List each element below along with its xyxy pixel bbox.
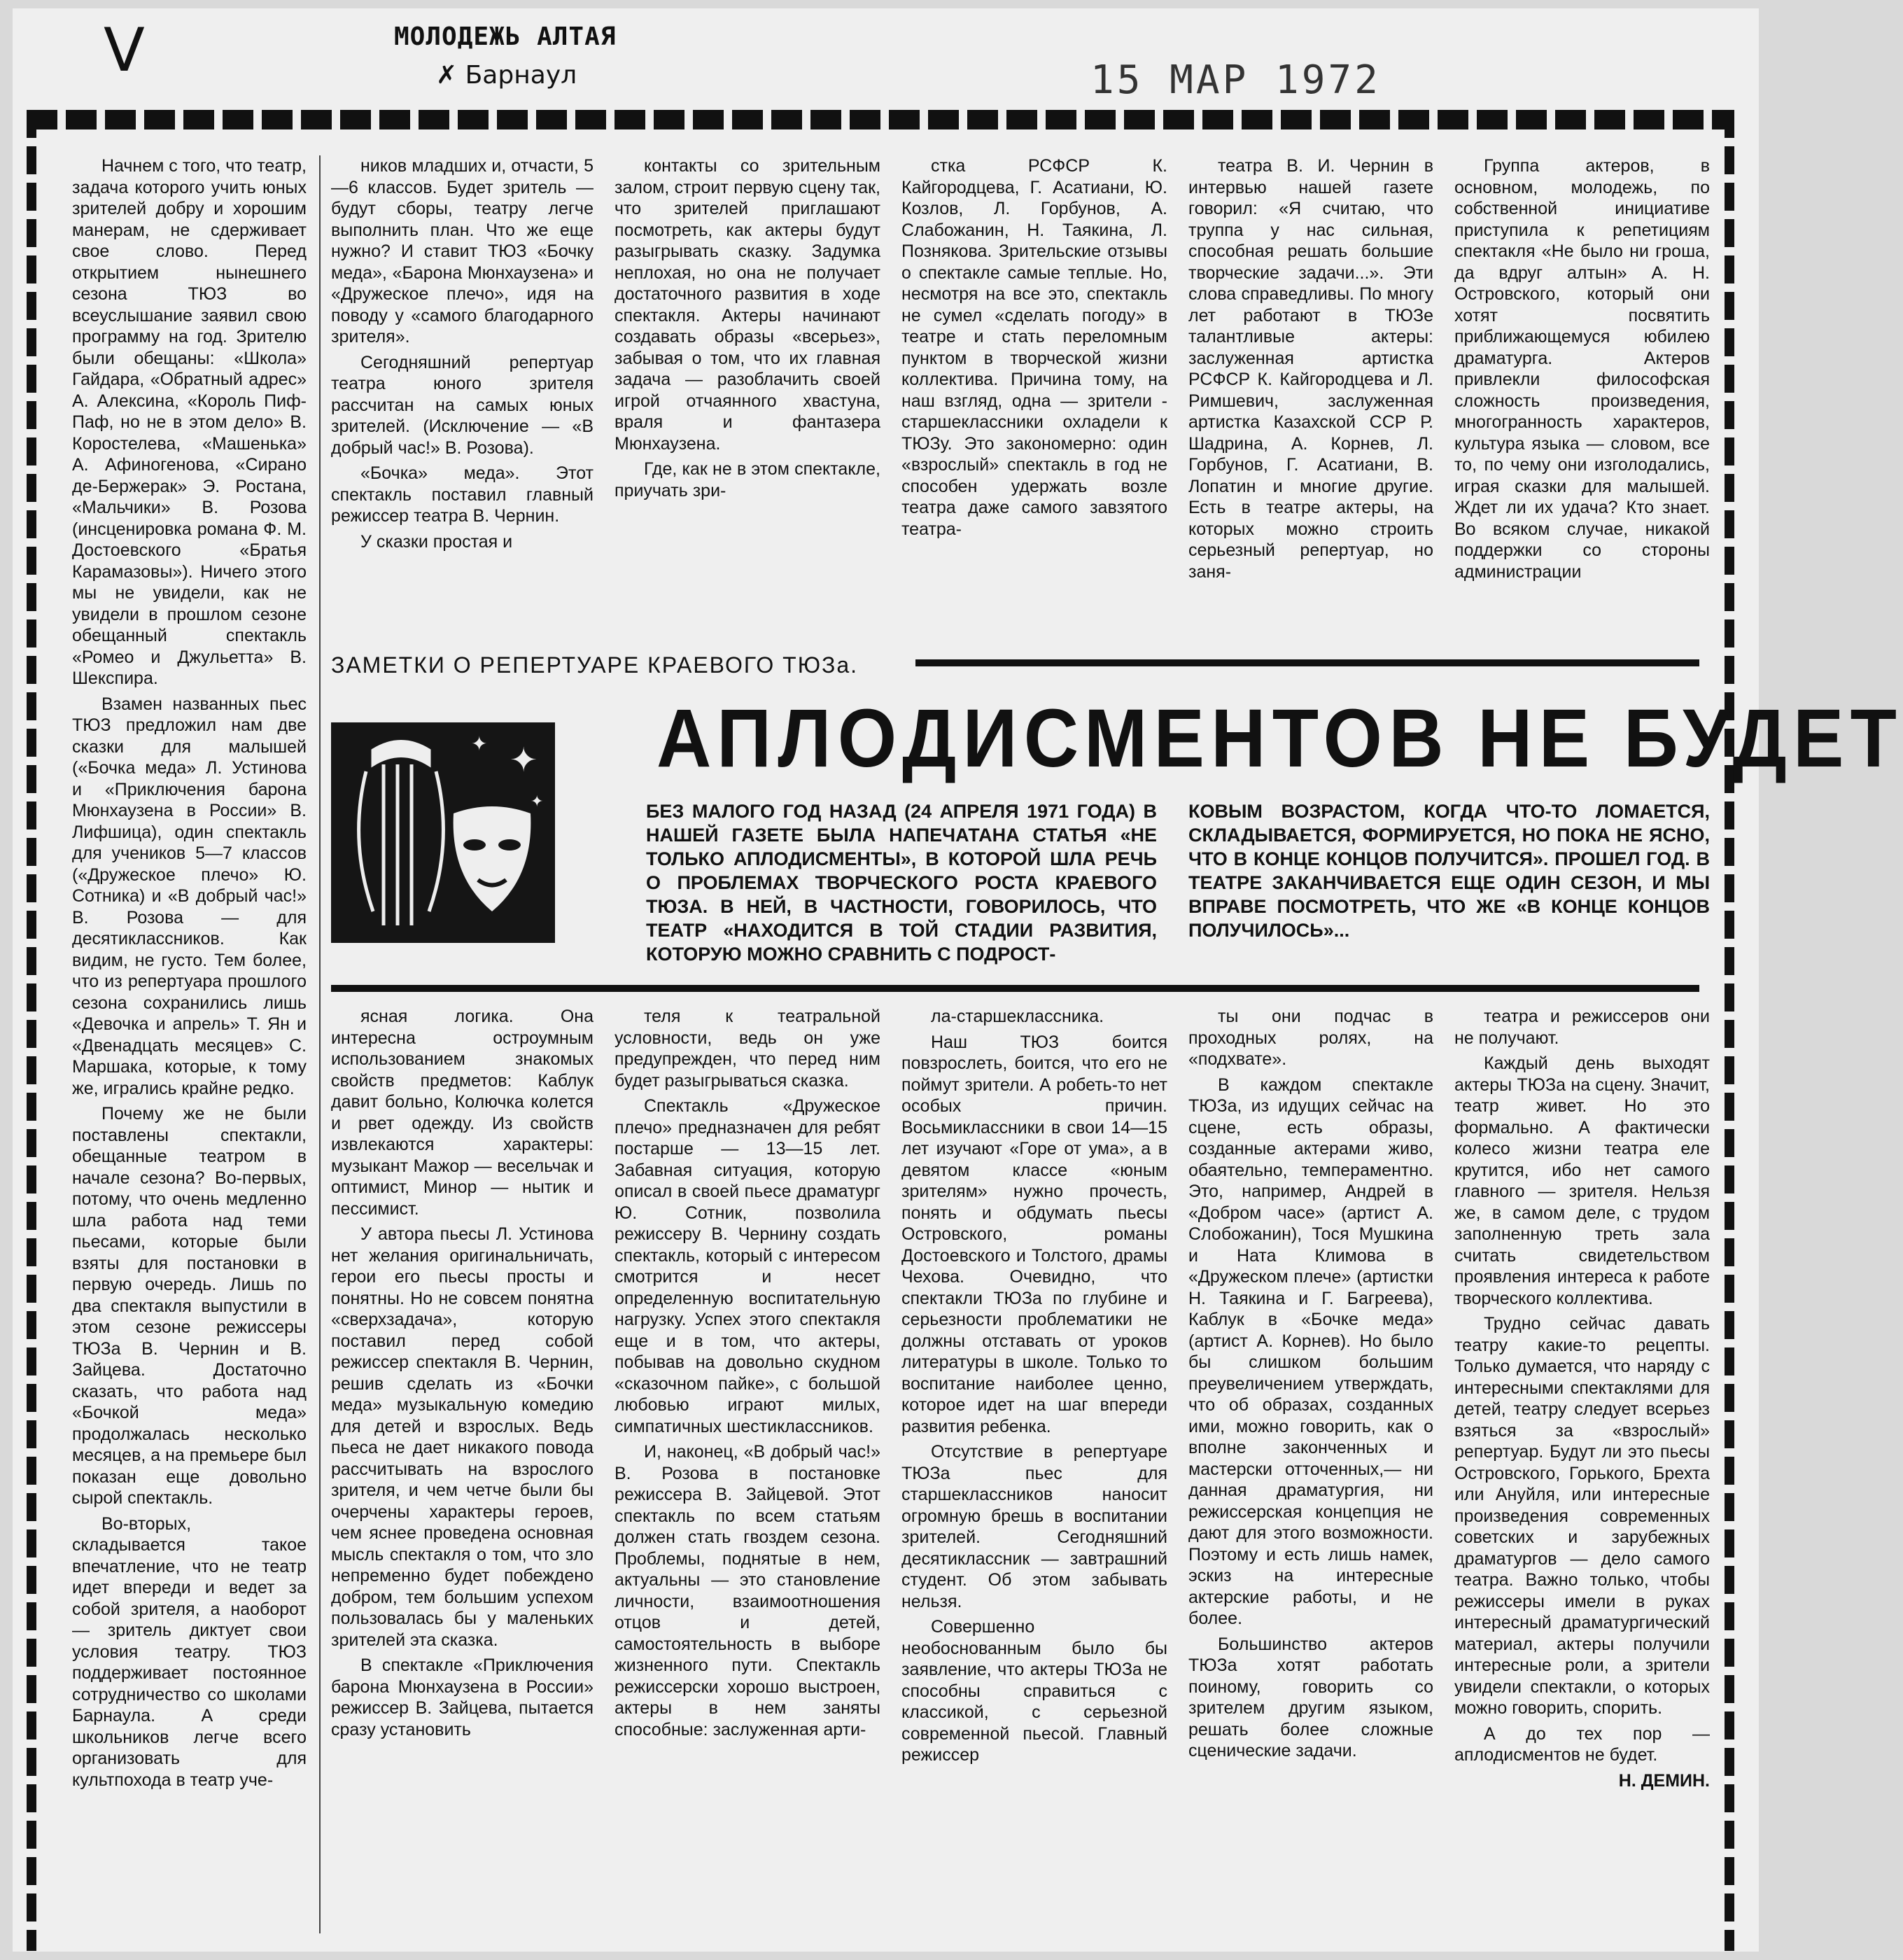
column-8 — [615, 1006, 880, 1933]
paragraph: теля к театральной условности, ведь он уже предупрежден, что перед ним будет разыгрываться сказка. — [615, 1007, 880, 1091]
paragraph: Отсутствие в репертуаре ТЮЗа пьес для старшеклассников наносит огромную брешь в воспитании зрителей. Сегодняшний десятиклассник — завтрашний студент. Об этом забывать нельзя. — [901, 1442, 1167, 1611]
dashed-frame-left — [27, 110, 36, 1951]
dashed-frame-top — [27, 110, 1734, 130]
lead-bottom-rule — [331, 985, 1699, 992]
paragraph: И, наконец, «В добрый час!» В. Розова в постановке режиссера В. Зайцевой. Этот спектакль по всем статьям должен стать гвоздем сезона. Проблемы, поднятые в нем, актуальны — это становление личности, взаимоотношения отцов и детей, самостоятельность в выборе жизненного пути. Спектакль режиссерски хорошо выстроен, актеры в нем заняты способные: заслуженная арти- — [615, 1442, 880, 1740]
paragraph: стка РСФСР К. Кайгородцева, Г. Асатиани, Ю. Козлов, Л. Горбунов, А. Слабожанин, Н. Таякина, Л. Познякова. Зрительские отзывы о спектакле самые теплые. Но, несмотря на все это, спектакль не сумел «сделать погоду» в театре и стать переломным пунктом в творческой жизни коллектива. Причина тому, на наш взгляд, одна — зрители - старшеклассники охладели к ТЮЗу. Это закономерно: один «взрослый» спектакль в год не способен удержать возле театра даже самого завзятого театра- — [901, 156, 1167, 539]
paragraph: ты они подчас в проходных ролях, на «подхвате». — [1188, 1007, 1433, 1069]
paragraph: ясная логика. Она интересна остроумным использованием знакомых свойств предметов: Каблук давит больно, Колючка колется и рвет одежду. Из свойств извлекаются характеры: музыкант Мажор — весельчак и оптимист, Минор — нытик и пессимист. — [331, 1007, 594, 1219]
paragraph: Группа актеров, в основном, молодежь, по собственной инициативе приступила к репетициям спектакля «Не было ни гроша, да вдруг алтын» А. Н. Островского, который они хотят посвятить приближающемуся юбилею драматурга. Актеров привлекли философская сложность произведения, многогранность характеров, культура языка — словом, все то, по чему они изголодались, играя сказки для малышей. Ждет ли их удача? Кто знает. Во всяком случае, никакой поддержки со стороны администрации — [1454, 156, 1710, 582]
paragraph: контакты со зрительным залом, строит первую сцену так, что зрителей приглашают посмотреть, как актеры будут разыгрывать сказку. Задумка неплохая, но она не получает достаточного развития в ходе спектакля. Актеры начинают создавать образы «всерьез», забывая о том, что их главная задача — разоблачить своей игрой отчаянного хвастуна, враля и фантазера Мюнхаузена. — [615, 156, 880, 454]
column-9 — [901, 1006, 1167, 1933]
paragraph: У сказки простая и — [360, 531, 513, 552]
city-line: ✗ Барнаул — [436, 61, 577, 90]
paragraph: Взамен названных пьес ТЮЗ предложил нам две сказки для малышей («Бочка меда» Л. Устинова и «Приключения барона Мюнхаузена в России» В. Лифшица), один спектакль для учеников 5—7 классов («Дружеское плечо» Ю. Сотника) и «В добрый час!» В. Розова — для десятиклассников. Как видим, не густо. Тем более, что из репертуара прошлого сезона сохранились лишь «Девочка и апрель» Т. Ян и «Двенадцать месяцев» С. Маршака, которые, к тому же, игрались крайне редко. — [72, 694, 307, 1098]
dashed-frame-right — [1725, 110, 1734, 1951]
paragraph: А до тех пор — аплодисментов не будет. — [1454, 1723, 1710, 1765]
column-4 — [901, 155, 1167, 631]
heading-rule — [915, 659, 1699, 666]
paragraph: «Бочка» меда». Этот спектакль поставил главный режиссер театра В. Чернин. — [331, 463, 594, 526]
paragraph: ла-старшеклассника. — [931, 1007, 1104, 1026]
column-divider — [319, 155, 321, 1933]
column-10 — [1188, 1006, 1433, 1933]
paragraph: Сегодняшний репертуар театра юного зрителя рассчитан на самых юных зрителей. (Исключение — «В добрый час!» В. Розова). — [331, 352, 594, 458]
date-stamp: 15 МАР 1972 — [1090, 57, 1381, 103]
rubric: ЗАМЕТКИ О РЕПЕРТУАРЕ КРАЕВОГО ТЮЗа. — [331, 652, 859, 678]
paragraph: Во-вторых, складывается такое впечатление, что не театр идет впереди и ведет за собой зрителя, а наоборот — зритель диктует свои условия театру. ТЮЗ поддерживает постоянное сотрудничество со школами Барнаула. А среди школьников легче всего организовать для культпохода в театр уче- — [72, 1513, 307, 1790]
paragraph: Наш ТЮЗ боится повзрослеть, боится, что его не поймут зрители. А робеть-то нет особых причин. Восьмиклассники в свои 14—15 лет изучают «Горе от ума», а в девятом классе «юным зрителям» нужно прочесть, понять и обдумать пьесы Островского, романы Достоевского и Толстого, драмы Чехова. Очевидно, что спектакли ТЮЗа по глубине и серьезности проблематики не должны отставать от уроков литературы в школе. Только то воспитание наиболее ценно, которое идет на шаг впереди развития ребенка. — [901, 1032, 1167, 1436]
column-3 — [615, 155, 880, 631]
paragraph: Трудно сейчас давать театру какие-то рецепты. Только думается, что наряду с интересными спектаклями для детей, театру следует всерьез взяться за «взрослый» репертуар. Будут ли это пьесы Островского, Горького, Брехта или Ануйля, или интересные произведения современных советских и зарубежных драматургов — дело самого театра. Важно только, чтобы режиссеры имели в руках интересный драматургический материал, актеры получили интересные роли, а зрители увидели спектакли, о которых можно говорить, спорить. — [1454, 1314, 1710, 1718]
paragraph: Спектакль «Дружеское плечо» предназначен для ребят постарше — 13—15 лет. Забавная ситуация, которую описал в своей пьесе драматург Ю. Сотник, позволила режиссеру В. Чернину создать спектакль, который с интересом смотрится и несет определенную воспитательную нагрузку. Успех этого спектакля еще и в том, что актеры, побывав на довольно скудном «сказочном пайке», с большой любовью играют милых, симпатичных шестиклассников. — [615, 1096, 880, 1436]
publication-name: МОЛОДЕЖЬ АЛТАЯ — [394, 22, 617, 51]
column-11 — [1454, 1006, 1710, 1933]
column-6 — [1454, 155, 1710, 631]
check-mark: V — [104, 15, 145, 85]
paragraph: Каждый день выходят актеры ТЮЗа на сцену. Значит, театр живет. Но это формально. А фактически колесо жизни театра еле крутится, ибо нет самого главного — зрителя. Нельзя же, в самом деле, с трудом заполненную треть зала считать свидетельством проявления интереса к работе творческого коллектива. — [1454, 1054, 1710, 1308]
paragraph: театра и режиссеров они не получают. — [1454, 1007, 1710, 1048]
lead-left: БЕЗ МАЛОГО ГОД НАЗАД (24 АПРЕЛЯ 1971 ГОДА) В НАШЕЙ ГАЗЕТЕ БЫЛА НАПЕЧАТАНА СТАТЬЯ «НЕ ТОЛЬКО АПЛОДИСМЕНТЫ», В КОТОРОЙ ШЛА РЕЧЬ О ПРОБЛЕМАХ ТВОРЧЕСКОГО РОСТА КРАЕВОГО ТЮЗА. В НЕЙ, В ЧАСТНОСТИ, ГОВОРИЛОСЬ, ЧТО ТЕАТР «НАХОДИТСЯ В ТОЙ СТАДИИ РАЗВИТИЯ, КОТОРУЮ МОЖНО СРАВНИТЬ С ПОДРОСТ- — [646, 801, 1157, 965]
svg-text:✦: ✦ — [471, 732, 488, 755]
newspaper-clipping — [13, 8, 1903, 1952]
column-2 — [331, 155, 594, 631]
paragraph: Большинство актеров ТЮЗа хотят работать поиному, говорить со зрителем другим языком, решать более сложные сценические задачи. — [1188, 1634, 1433, 1760]
headline: АПЛОДИСМЕНТОВ НЕ БУДЕТ — [656, 692, 1903, 785]
paragraph: Совершенно необоснованным было бы заявление, что актеры ТЮЗа не способны справиться с классикой, с серьезной современной пьесой. Главный режиссер — [901, 1617, 1167, 1765]
theatre-mask-lyre-icon — [331, 722, 555, 943]
paragraph: В каждом спектакле ТЮЗа, из идущих сейчас на сцене, есть образы, созданные актерами живо, обаятельно, темпераментно. Это, например, Андрей в «Добром часе» (артист А. Слобожанин), Тося Мушкина и Ната Климова в «Дружеском плече» (артистки Н. Таякина и Г. Багреева), Каблук в «Бочке меда» (артист А. Корнев). Но было бы слишком большим преувеличением утверждать, что об образах, созданных ими, можно говорить, как о вполне законченных и мастерски отточенных,— ни данная драматургия, ни режиссерская концепция не дают для этого возможности. Поэтому и есть лишь намек, эскиз на интересные актерские работы, и не более. — [1188, 1074, 1433, 1628]
author-signature: Н. ДЕМИН. — [1618, 1770, 1710, 1791]
svg-text:✦: ✦ — [510, 741, 538, 780]
paragraph: Где, как не в этом спектакле, приучать зри- — [615, 459, 880, 500]
paragraph: ников младших и, отчасти, 5—6 классов. Будет зритель — будут сборы, театру легче выполнить план. Что же еще нужно? И ставит ТЮЗ «Бочку меда», «Барона Мюнхаузена» и «Дружеское плечо», идя на поводу у «самого благодарного зрителя». — [331, 156, 594, 346]
svg-text:✦: ✦ — [531, 793, 544, 811]
paragraph: Начнем с того, что театр, задача которого учить юных зрителей добру и хорошим манерам, не сдерживает свое слово. Перед открытием нынешнего сезона ТЮЗ во всеуслышание заявил свою программу на год. Зрителю были обещаны: «Школа» Гайдара, «Обратный адрес» А. Алексина, «Король Пиф-Паф, но не в этом дело» В. Коростелева, «Машенька» А. Афиногенова, «Сирано де-Бержерак» Э. Ростана, «Мальчики» В. Розова (инсценировка романа Ф. М. Достоевского «Братья Карамазовы»). Ничего этого мы не увидели, как не увидели в прошлом сезоне обещанный спектакль «Ромео и Джульетта» В. Шекспира. — [72, 156, 307, 688]
city-name: Барнаул — [465, 61, 577, 90]
paragraph: В спектакле «Приключения барона Мюнхаузена в России» режиссер В. Зайцева, пытается сразу установить — [331, 1656, 594, 1740]
paragraph: театра В. И. Чернин в интервью нашей газете говорил: «Я считаю, что труппа у нас сильная, способная решать большие творческие задачи...». Эти слова справедливы. По многу лет работают в ТЮЗе талантливые актеры: заслуженная артистка РСФСР К. Кайгородцева и Л. Римшевич, заслуженная артистка Казахской ССР Р. Шадрина, А. Корнев, Л. Горбунов, Г. Асатиани, В. Лопатин и многие другие. Есть в театре актеры, на которых можно строить серьезный репертуар, но заня- — [1188, 156, 1433, 582]
column-7 — [331, 1006, 594, 1933]
column-1 — [72, 155, 307, 1933]
lead-right: КОВЫМ ВОЗРАСТОМ, КОГДА ЧТО-ТО ЛОМАЕТСЯ, СКЛАДЫВАЕТСЯ, ФОРМИРУЕТСЯ, НО ПОКА НЕ ЯСНО, ЧТО В КОНЦЕ КОНЦОВ ПОЛУЧИТСЯ». ПРОШЕЛ ГОД. В ТЕАТРЕ ЗАКАНЧИВАЕТСЯ ЕЩЕ ОДИН СЕЗОН, И МЫ ВПРАВЕ ПОСМОТРЕТЬ, ЧТО ЖЕ «В КОНЦЕ КОНЦОВ ПОЛУЧИЛОСЬ»... — [1188, 801, 1710, 941]
column-5 — [1188, 155, 1433, 631]
paragraph: Почему же не были поставлены спектакли, обещанные театром в начале сезона? Во-первых, потому, что очень медленно шла работа над теми пьесами, которые были взяты для постановки в первую очередь. Лишь по два спектакля выпустили в этом сезоне режиссеры ТЮЗа В. Чернин и В. Зайцева. Достаточно сказать, что работа над «Бочкой меда» продолжалась несколько месяцев, а на премьере был показан еще довольно сырой спектакль. — [72, 1104, 307, 1508]
paragraph: У автора пьесы Л. Устинова нет желания оригинальничать, герои его пьесы просты и понятны. Но не совсем понятна «сверхзадача», которую поставил перед собой режиссер спектакля В. Чернин, решив сделать из «Бочки меда» музыкальную комедию для детей и взрослых. Ведь пьеса не дает никакого повода рассчитывать на взрослого зрителя, и чем четче были бы очерчены характеры героев, чем яснее проведена основная мысль спектакля о том, что зло непременно будет побеждено добром, тем большим успехом пользовалась бы у маленьких зрителей эта сказка. — [331, 1224, 594, 1650]
